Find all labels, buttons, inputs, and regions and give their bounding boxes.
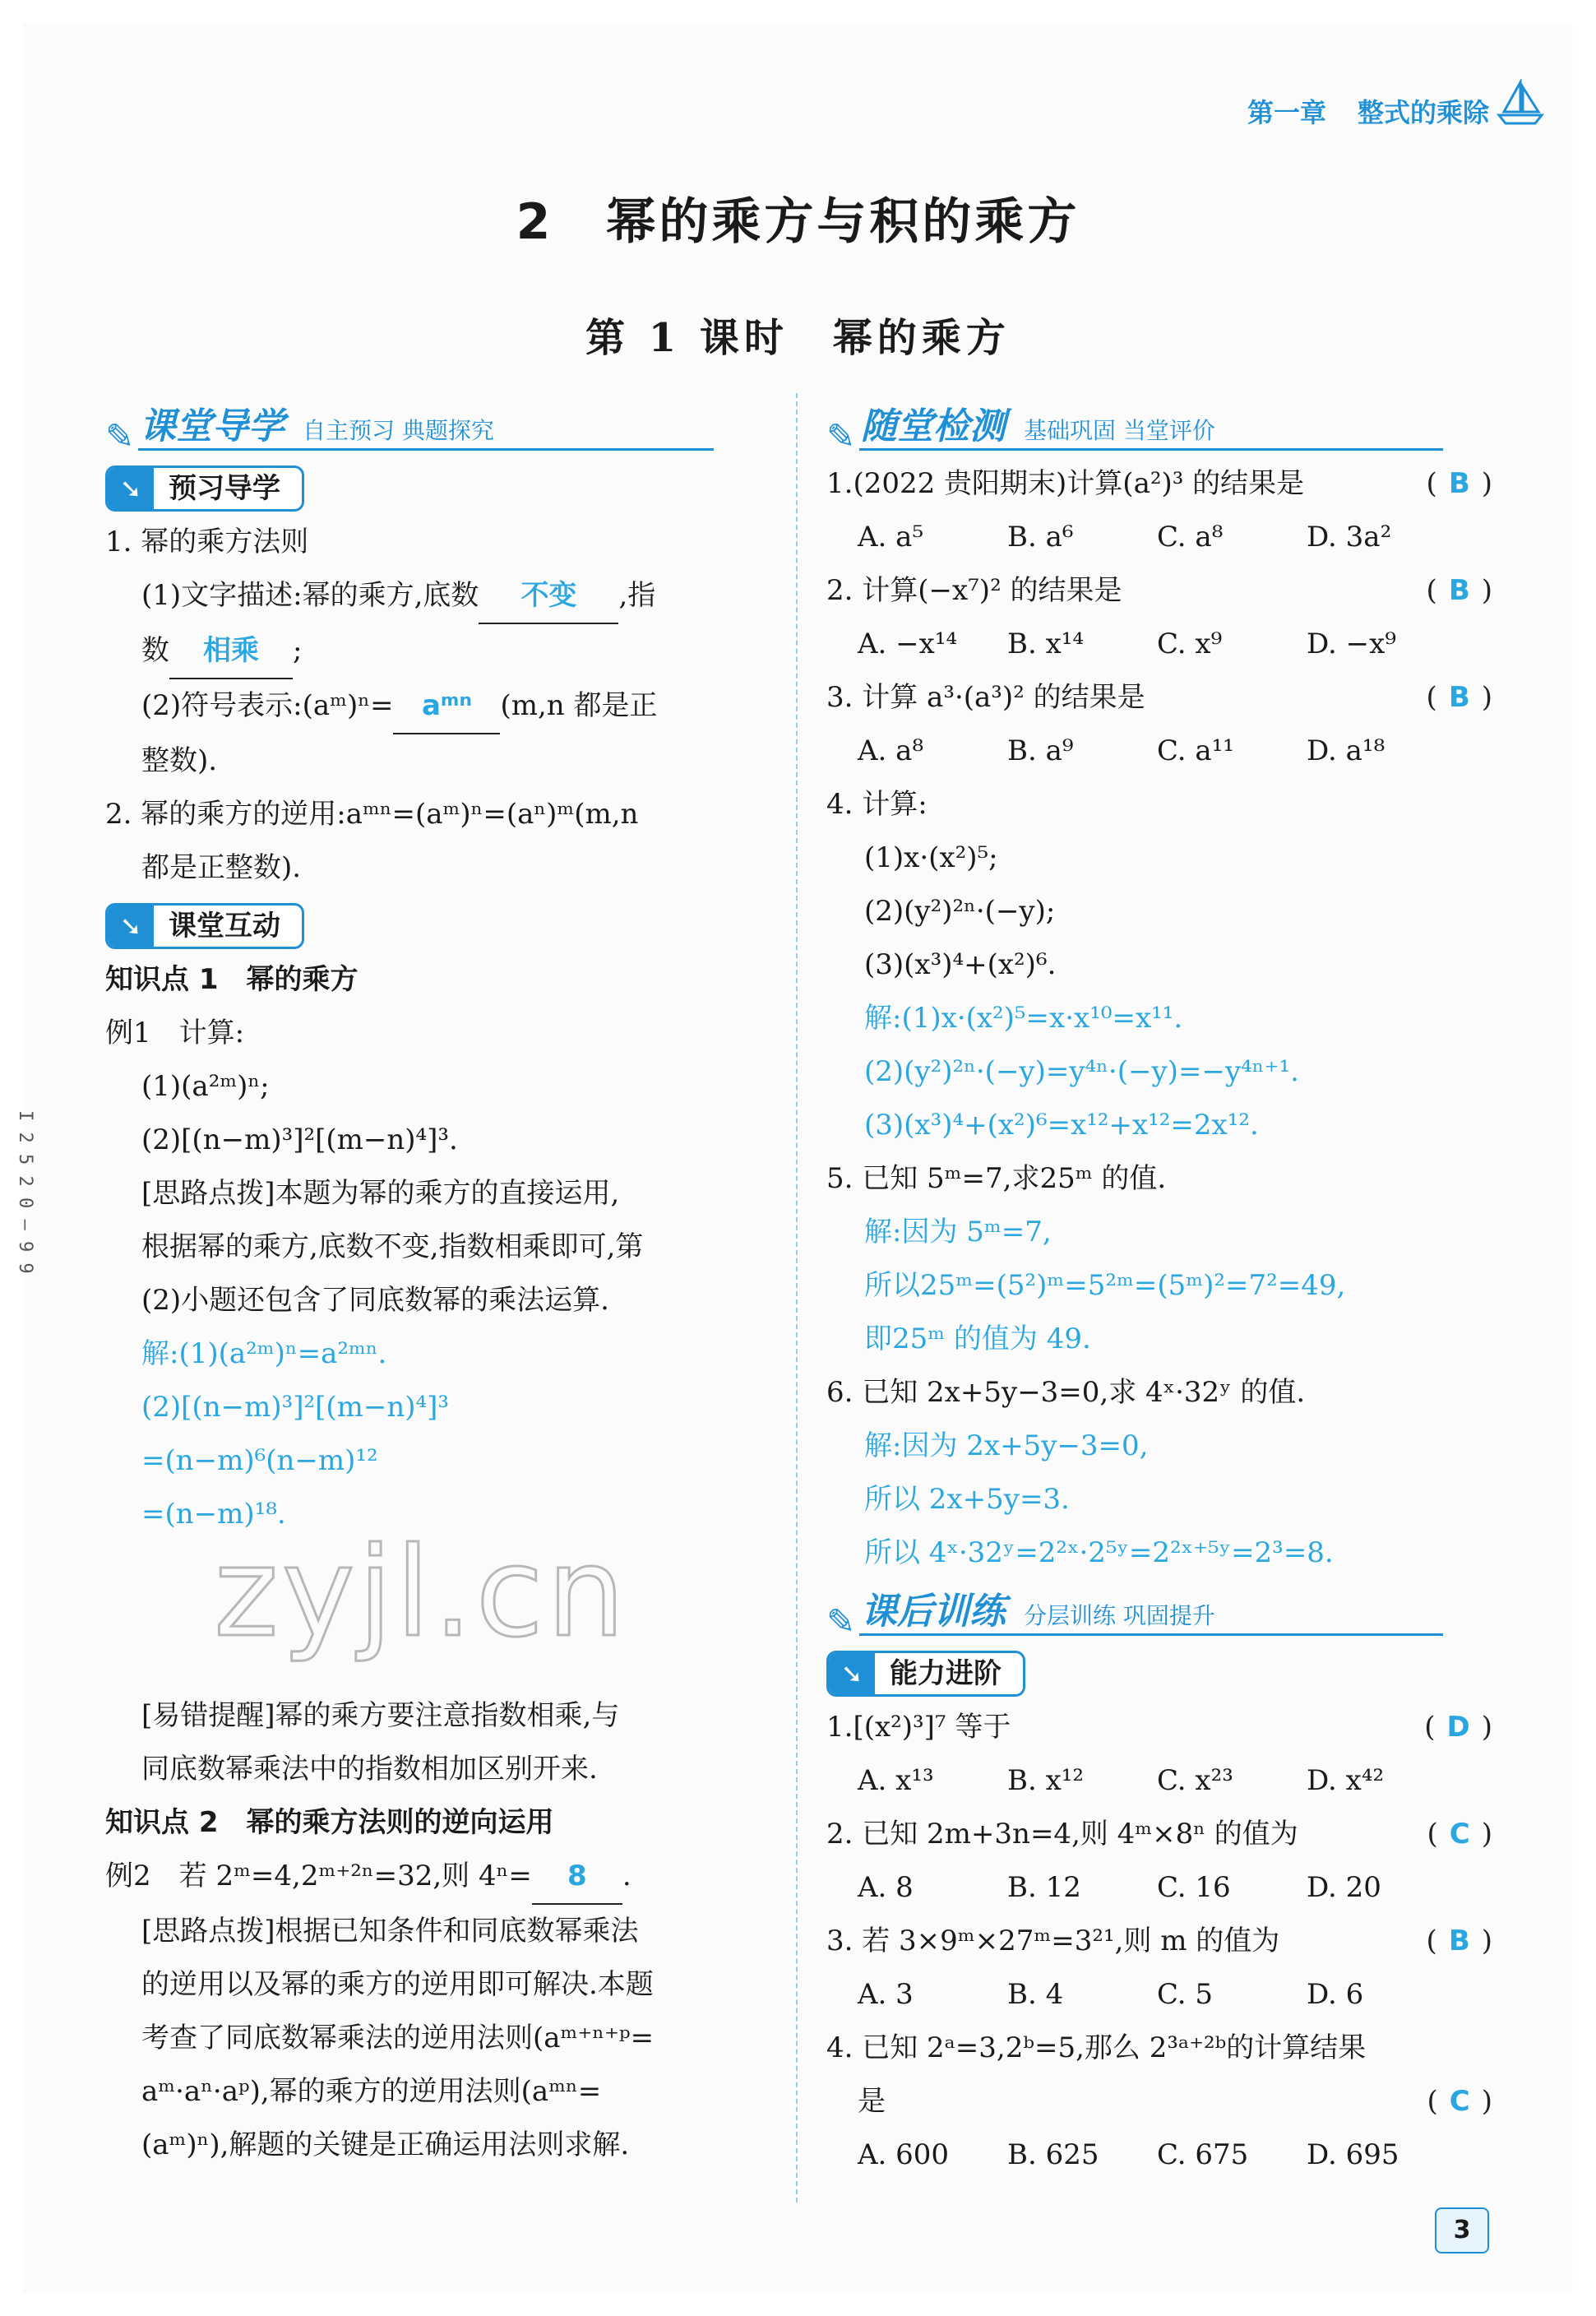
answer: B bbox=[1448, 681, 1470, 714]
section-title: 随堂检测 bbox=[861, 405, 1006, 447]
question bbox=[826, 564, 1492, 618]
solution-line: 解:因为 2x+5y−3=0, bbox=[864, 1429, 1149, 1462]
question-text: 是 bbox=[858, 2085, 886, 2118]
solution-line: (3)(x³)⁴+(x²)⁶=x¹²+x¹²=2x¹². bbox=[864, 1109, 1259, 1142]
question-text: 4. 已知 2ᵃ=3,2ᵇ=5,那么 2³ᵃ⁺²ᵇ的计算结果 bbox=[826, 2031, 1367, 2064]
solution-line: =(n−m)¹⁸. bbox=[141, 1498, 286, 1531]
pen-icon: ✎ bbox=[105, 416, 135, 456]
text: (1)文字描述:幂的乘方,底数 bbox=[141, 579, 479, 612]
text: (m,n 都是正 bbox=[500, 689, 658, 722]
option: A. −x¹⁴ bbox=[858, 628, 958, 660]
question-text: 3. 计算 a³·(a³)² 的结果是 bbox=[826, 681, 1145, 714]
options bbox=[826, 1968, 1492, 2022]
options bbox=[826, 2128, 1492, 2182]
text: 例2 若 2ᵐ=4,2ᵐ⁺²ⁿ=32,则 4ⁿ= bbox=[105, 1860, 532, 1892]
pen-icon: ✎ bbox=[826, 416, 856, 456]
option: A. 600 bbox=[858, 2138, 950, 2171]
section-header-training bbox=[826, 1585, 1492, 1642]
hint-line: (2)小题还包含了同底数幂的乘法运算. bbox=[141, 1284, 609, 1317]
answer-bracket: ( C ) bbox=[1427, 2085, 1492, 2118]
text-line: (2)[(n−m)³]²[(m−n)⁴]³. bbox=[141, 1123, 458, 1156]
text-line: 2. 幂的乘方的逆用:aᵐⁿ=(aᵐ)ⁿ=(aⁿ)ᵐ(m,n bbox=[105, 798, 639, 831]
topic-label: 整式的乘除 bbox=[1357, 97, 1489, 128]
hint-line: (aᵐ)ⁿ),解题的关键是正确运用法则求解. bbox=[141, 2128, 630, 2161]
text-line: (1)(a²ᵐ)ⁿ; bbox=[141, 1070, 270, 1103]
hint-line: 考查了同底数幂乘法的逆用法则(aᵐ⁺ⁿ⁺ᵖ= bbox=[141, 2022, 655, 2054]
options bbox=[826, 618, 1492, 671]
left-column bbox=[105, 395, 763, 2172]
section-tag: 自主预习 典题探究 bbox=[303, 417, 494, 444]
text-line bbox=[105, 624, 763, 679]
solution-line: 解:因为 5ᵐ=7, bbox=[864, 1216, 1052, 1248]
answer-bracket: ( C ) bbox=[1427, 1818, 1492, 1850]
option: D. 695 bbox=[1307, 2138, 1399, 2171]
answer: B bbox=[1448, 574, 1470, 607]
text-line: (2)(y²)²ⁿ·(−y); bbox=[864, 895, 1056, 928]
text: (2)符号表示:(aᵐ)ⁿ= bbox=[141, 689, 394, 722]
question-text: 5. 已知 5ᵐ=7,求25ᵐ 的值. bbox=[826, 1162, 1167, 1195]
hint-line: [思路点拨]本题为幂的乘方的直接运用, bbox=[141, 1177, 620, 1210]
option: A. 3 bbox=[858, 1978, 914, 2011]
badge-interaction bbox=[105, 903, 304, 949]
arrow-icon: ➘ bbox=[829, 1653, 875, 1694]
option: B. a⁹ bbox=[1007, 734, 1074, 767]
option: D. 20 bbox=[1307, 1871, 1381, 1904]
knowledge-point: 知识点 1 幂的乘方 bbox=[105, 963, 359, 996]
watermark: zyjl.cn bbox=[214, 1522, 629, 1665]
option: C. 16 bbox=[1157, 1871, 1231, 1904]
answer-bracket: ( B ) bbox=[1426, 1925, 1492, 1957]
solution-line: 所以25ᵐ=(5²)ᵐ=5²ᵐ=(5ᵐ)²=7²=49, bbox=[864, 1269, 1346, 1302]
right-column bbox=[826, 395, 1492, 2182]
question bbox=[826, 671, 1492, 725]
option: A. a⁸ bbox=[858, 734, 924, 767]
solution-line: 即25ᵐ 的值为 49. bbox=[864, 1322, 1091, 1355]
arrow-icon: ➘ bbox=[108, 468, 154, 509]
knowledge-point: 知识点 2 幂的乘方法则的逆向运用 bbox=[105, 1806, 554, 1839]
section-header-classroom bbox=[105, 400, 763, 457]
section-tag: 基础巩固 当堂评价 bbox=[1024, 417, 1215, 444]
option: D. x⁴² bbox=[1307, 1764, 1385, 1797]
question bbox=[826, 1701, 1492, 1754]
question bbox=[826, 2075, 1492, 2128]
badge-label: 课堂互动 bbox=[169, 910, 280, 943]
option: D. 3a² bbox=[1307, 521, 1392, 554]
page-number: 3 bbox=[1435, 2207, 1489, 2253]
hint-line: 根据幂的乘方,底数不变,指数相乘即可,第 bbox=[141, 1230, 644, 1263]
options bbox=[826, 511, 1492, 564]
answer-bracket: ( B ) bbox=[1426, 574, 1492, 607]
section-underline bbox=[138, 448, 714, 451]
sailboat-icon bbox=[1496, 79, 1545, 127]
solution-line: (2)(y²)²ⁿ·(−y)=y⁴ⁿ·(−y)=−y⁴ⁿ⁺¹. bbox=[864, 1055, 1299, 1088]
option: C. x⁹ bbox=[1157, 628, 1223, 660]
answer-bracket: ( B ) bbox=[1426, 467, 1492, 500]
answer-blank: 相乘 bbox=[169, 624, 293, 679]
option: B. x¹² bbox=[1007, 1764, 1085, 1797]
solution-line: 解:(1)(a²ᵐ)ⁿ=a²ᵐⁿ. bbox=[141, 1337, 387, 1370]
lesson-subtitle: 第 1 课时 幂的乘方 bbox=[585, 315, 1011, 361]
option: C. a¹¹ bbox=[1157, 734, 1234, 767]
question bbox=[826, 457, 1492, 511]
badge-label: 能力进阶 bbox=[890, 1657, 1002, 1690]
answer: D bbox=[1446, 1711, 1470, 1744]
answer: B bbox=[1448, 1925, 1470, 1957]
text-line: 1. 幂的乘方法则 bbox=[105, 526, 309, 558]
question-text: 1.[(x²)³]⁷ 等于 bbox=[826, 1711, 1011, 1744]
question-text: 2. 计算(−x⁷)² 的结果是 bbox=[826, 574, 1122, 607]
solution-line: 解:(1)x·(x²)⁵=x·x¹⁰=x¹¹. bbox=[864, 1002, 1183, 1035]
solution-line: 所以 2x+5y=3. bbox=[864, 1483, 1070, 1516]
badge-label: 预习导学 bbox=[169, 472, 280, 505]
option: D. −x⁹ bbox=[1307, 628, 1396, 660]
option: B. 4 bbox=[1007, 1978, 1064, 2011]
option: B. x¹⁴ bbox=[1007, 628, 1085, 660]
option: C. 5 bbox=[1157, 1978, 1214, 2011]
text: ,指 bbox=[618, 579, 656, 612]
hint-line: aᵐ·aⁿ·aᵖ),幂的乘方的逆用法则(aᵐⁿ= bbox=[141, 2075, 602, 2108]
arrow-icon: ➘ bbox=[108, 906, 154, 947]
question-text: 4. 计算: bbox=[826, 788, 928, 821]
chapter-label: 第一章 bbox=[1247, 97, 1326, 128]
options bbox=[826, 1861, 1492, 1915]
answer-blank: aᵐⁿ bbox=[393, 679, 500, 734]
option: C. x²³ bbox=[1157, 1764, 1233, 1797]
example-title: 例1 计算: bbox=[105, 1017, 245, 1049]
option: B. 625 bbox=[1007, 2138, 1099, 2171]
pen-icon: ✎ bbox=[826, 1601, 856, 1642]
answer-blank: 不变 bbox=[479, 569, 618, 624]
badge-advanced bbox=[826, 1651, 1025, 1697]
option: D. a¹⁸ bbox=[1307, 734, 1386, 767]
badge-preview bbox=[105, 466, 304, 512]
text-line bbox=[105, 569, 763, 624]
column-divider bbox=[796, 393, 798, 2203]
side-code: I 2 5 2 0 — 9 9 bbox=[15, 1110, 35, 1274]
text-line: (3)(x³)⁴+(x²)⁶. bbox=[864, 948, 1057, 981]
question-text: 6. 已知 2x+5y−3=0,求 4ˣ·32ʸ 的值. bbox=[826, 1376, 1306, 1409]
section-title: 课堂导学 bbox=[140, 405, 285, 447]
section-header-check bbox=[826, 400, 1492, 457]
text: ; bbox=[293, 634, 303, 667]
answer-bracket: ( D ) bbox=[1424, 1711, 1492, 1744]
section-underline bbox=[859, 448, 1443, 451]
section-title: 课后训练 bbox=[861, 1591, 1006, 1633]
text-line bbox=[105, 679, 763, 734]
warning-line: 同底数幂乘法中的指数相加区别开来. bbox=[141, 1753, 598, 1786]
option: A. 8 bbox=[858, 1871, 914, 1904]
page-title: 2 幂的乘方与积的乘方 bbox=[516, 193, 1080, 251]
hint-line: 的逆用以及幂的乘方的逆用即可解决.本题 bbox=[141, 1968, 654, 2001]
answer-bracket: ( B ) bbox=[1426, 681, 1492, 714]
section-underline bbox=[859, 1633, 1443, 1636]
options bbox=[826, 725, 1492, 778]
question-text: 1.(2022 贵阳期末)计算(a²)³ 的结果是 bbox=[826, 467, 1305, 500]
question bbox=[826, 1915, 1492, 1968]
warning-line: [易错提醒]幂的乘方要注意指数相乘,与 bbox=[141, 1699, 620, 1732]
question bbox=[826, 1808, 1492, 1861]
solution-line: 所以 4ˣ·32ʸ=2²ˣ·2⁵ʸ=2²ˣ⁺⁵ʸ=2³=8. bbox=[864, 1536, 1334, 1569]
option: A. x¹³ bbox=[858, 1764, 934, 1797]
solution-line: =(n−m)⁶(n−m)¹² bbox=[141, 1444, 378, 1477]
question-text: 3. 若 3×9ᵐ×27ᵐ=3²¹,则 m 的值为 bbox=[826, 1925, 1280, 1957]
answer-blank: 8 bbox=[532, 1850, 622, 1905]
answer: C bbox=[1449, 2085, 1470, 2118]
text: . bbox=[622, 1860, 631, 1892]
section-tag: 分层训练 巩固提升 bbox=[1024, 1602, 1215, 1629]
solution-line: (2)[(n−m)³]²[(m−n)⁴]³ bbox=[141, 1391, 450, 1424]
option: B. a⁶ bbox=[1007, 521, 1074, 554]
option: C. a⁸ bbox=[1157, 521, 1224, 554]
answer: B bbox=[1448, 467, 1470, 500]
running-header bbox=[1216, 92, 1489, 130]
option: B. 12 bbox=[1007, 1871, 1081, 1904]
option: A. a⁵ bbox=[858, 521, 924, 554]
option: C. 675 bbox=[1157, 2138, 1249, 2171]
hint-line: [思路点拨]根据已知条件和同底数幂乘法 bbox=[141, 1915, 639, 1948]
options bbox=[826, 1754, 1492, 1808]
question-text: 2. 已知 2m+3n=4,则 4ᵐ×8ⁿ 的值为 bbox=[826, 1818, 1298, 1850]
option: D. 6 bbox=[1307, 1978, 1364, 2011]
answer: C bbox=[1449, 1818, 1470, 1850]
text: 数 bbox=[141, 634, 169, 667]
text-line: (1)x·(x²)⁵; bbox=[864, 841, 998, 874]
text-line: 都是正整数). bbox=[141, 851, 302, 884]
text-line: 整数). bbox=[141, 744, 218, 777]
example-title bbox=[105, 1850, 763, 1905]
